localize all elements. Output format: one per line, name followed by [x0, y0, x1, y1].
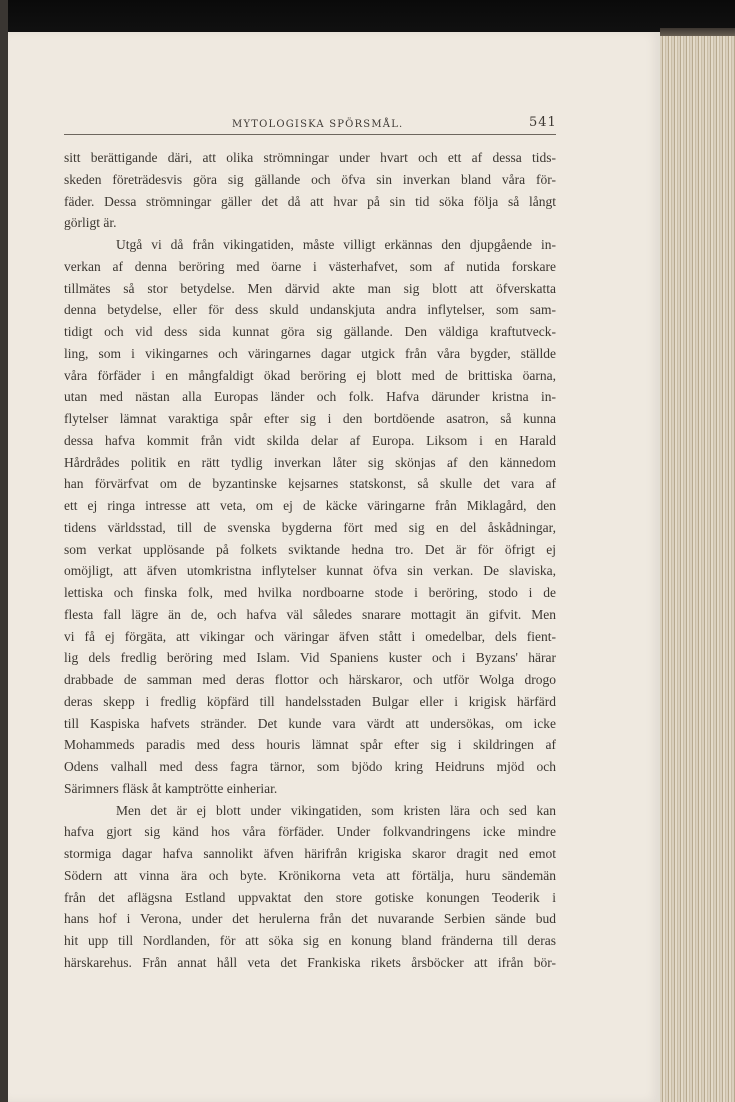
- text-line: hit upp till Nordlanden, för att söka sig en konung bland fränderna till deras: [64, 933, 556, 948]
- text-line: vi få ej förgäta, att vikingar och väringar äfven stått i omedelbar, dels fient-: [64, 628, 556, 644]
- page-number: 541: [529, 115, 557, 130]
- text-line: verkan af denna beröring med öarne i västerhafvet, som af nutida forskare: [64, 258, 556, 274]
- text-line: hafva gjort sig känd hos våra förfäder. Under folkvandringens icke mindre: [64, 824, 556, 840]
- book-page-stack: [660, 36, 735, 1102]
- text-line: till Kaspiska hafvets stränder. Det kunde vara värdt att undersökas, om icke: [64, 715, 556, 731]
- text-line: skeden företrädesvis göra sig gällande och öfva sin inverkan bland våra för-: [64, 171, 556, 187]
- text-line: från det aflägsna Estland uppvaktat den store gotiske konungen Teoderik i: [64, 889, 556, 905]
- text-line: lig dels fredlig beröring med Islam. Vid Spaniens kuster och i Byzans' härar: [64, 650, 556, 666]
- text-line: Hårdrådes politik en rätt tydlig inverkan låter sig skönjas af den kännedom: [64, 454, 556, 470]
- text-line: Utgå vi då från vikingatiden, måste villigt erkännas den djupgående in-: [116, 237, 556, 252]
- text-line: omöjligt, att äfven utomkristna inflytelser kunnat öfva sin verkan. De slaviska,: [64, 563, 556, 579]
- text-line: Odens valhall med dess fagra tärnor, som bjödo kring Heidruns mjöd och: [64, 759, 556, 774]
- text-line: deras skepp i fredlig köpfärd till handelsstaden Bulgar eller i krigisk härfärd: [64, 693, 556, 709]
- text-line: hans hof i Verona, under det herulerna från det nuvarande Serbien sände bud: [64, 911, 556, 927]
- text-line: härskarehus. Från annat håll veta det Frankiska rikets årsböcker att ifrån bör-: [64, 954, 556, 970]
- body-text: [64, 147, 556, 974]
- text-line: stormiga dagar hafva sannolikt äfven härifrån krigiska skaror dragit ned emot: [64, 846, 556, 861]
- text-line: Mohammeds paradis med dess houris lämnat spår efter sig i skildringen af: [64, 737, 556, 753]
- text-line: Särimners fläsk åt kamptrötte einheriar.: [64, 780, 278, 796]
- text-line: ett ej ringa intresse att veta, om ej de käcke väringarne från Miklagård, den: [64, 498, 556, 513]
- text-line: fäder. Dessa strömningar gäller det då att hvar på sin tid söka följa så långt: [64, 193, 556, 209]
- text-line: han förvärfvat om de byzantinske kejsarnes statskonst, så skulle det vara af: [64, 476, 556, 492]
- text-line: Men det är ej blott under vikingatiden, som kristen lära och sed kan: [116, 802, 556, 818]
- text-line: tidens världsstad, till de svenska bygderna fört med sig en del åskådningar,: [64, 519, 556, 535]
- text-line: Södern att vinna ära och byte. Krönikorna veta att förtälja, huru sändemän: [64, 867, 556, 883]
- text-line: denna betydelse, eller för dess skuld undanskjuta andra inflytelser, som sam-: [64, 302, 556, 318]
- scan-left-edge: [0, 0, 8, 1102]
- text-line: utan med nästan alla Europas länder och folk. Hafva därunder kristna in-: [64, 389, 556, 405]
- running-title: MYTOLOGISKA SPÖRSMÅL.: [232, 119, 404, 130]
- text-line: drabbade de samman med deras flottor och härskaror, och utför Wolga drogo: [64, 672, 556, 687]
- text-line: görligt är.: [64, 215, 117, 231]
- text-line: tillmätes så stor betydelse. Men därvid akte man sig blott att öfverskatta: [64, 280, 556, 296]
- text-line: som verkat upplösande på folkets sviktande hedna tro. Det är för öfrigt ej: [64, 541, 556, 557]
- text-line: våra förfäder i en mångfaldigt ökad beröring ej blott med de brittiska öarna,: [64, 367, 556, 383]
- text-line: sitt berättigande däri, att olika strömningar under hvart och ett af dessa tids-: [64, 150, 556, 165]
- text-line: flytelser lämnat varaktiga spår efter sig i den bortdöende asatron, så kunna: [64, 411, 556, 426]
- header-rule: [64, 134, 556, 135]
- text-line: tidigt och vid dess sida kunnat göra sig gällande. Den väldiga kraftutveck-: [64, 324, 556, 339]
- text-line: flesta fall lägre än de, och hafva väl således snarare mottagit än gifvit. Men: [64, 606, 556, 622]
- text-line: ling, som i vikingarnes och väringarnes dagar utgick från våra bygder, ställde: [64, 345, 556, 361]
- text-line: lettiska och finska folk, med hvilka nordboarne stode i beröring, stodo i de: [64, 585, 556, 600]
- text-line: dessa hafva kommit från vidt skilda delar af Europa. Liksom i en Harald: [64, 432, 556, 448]
